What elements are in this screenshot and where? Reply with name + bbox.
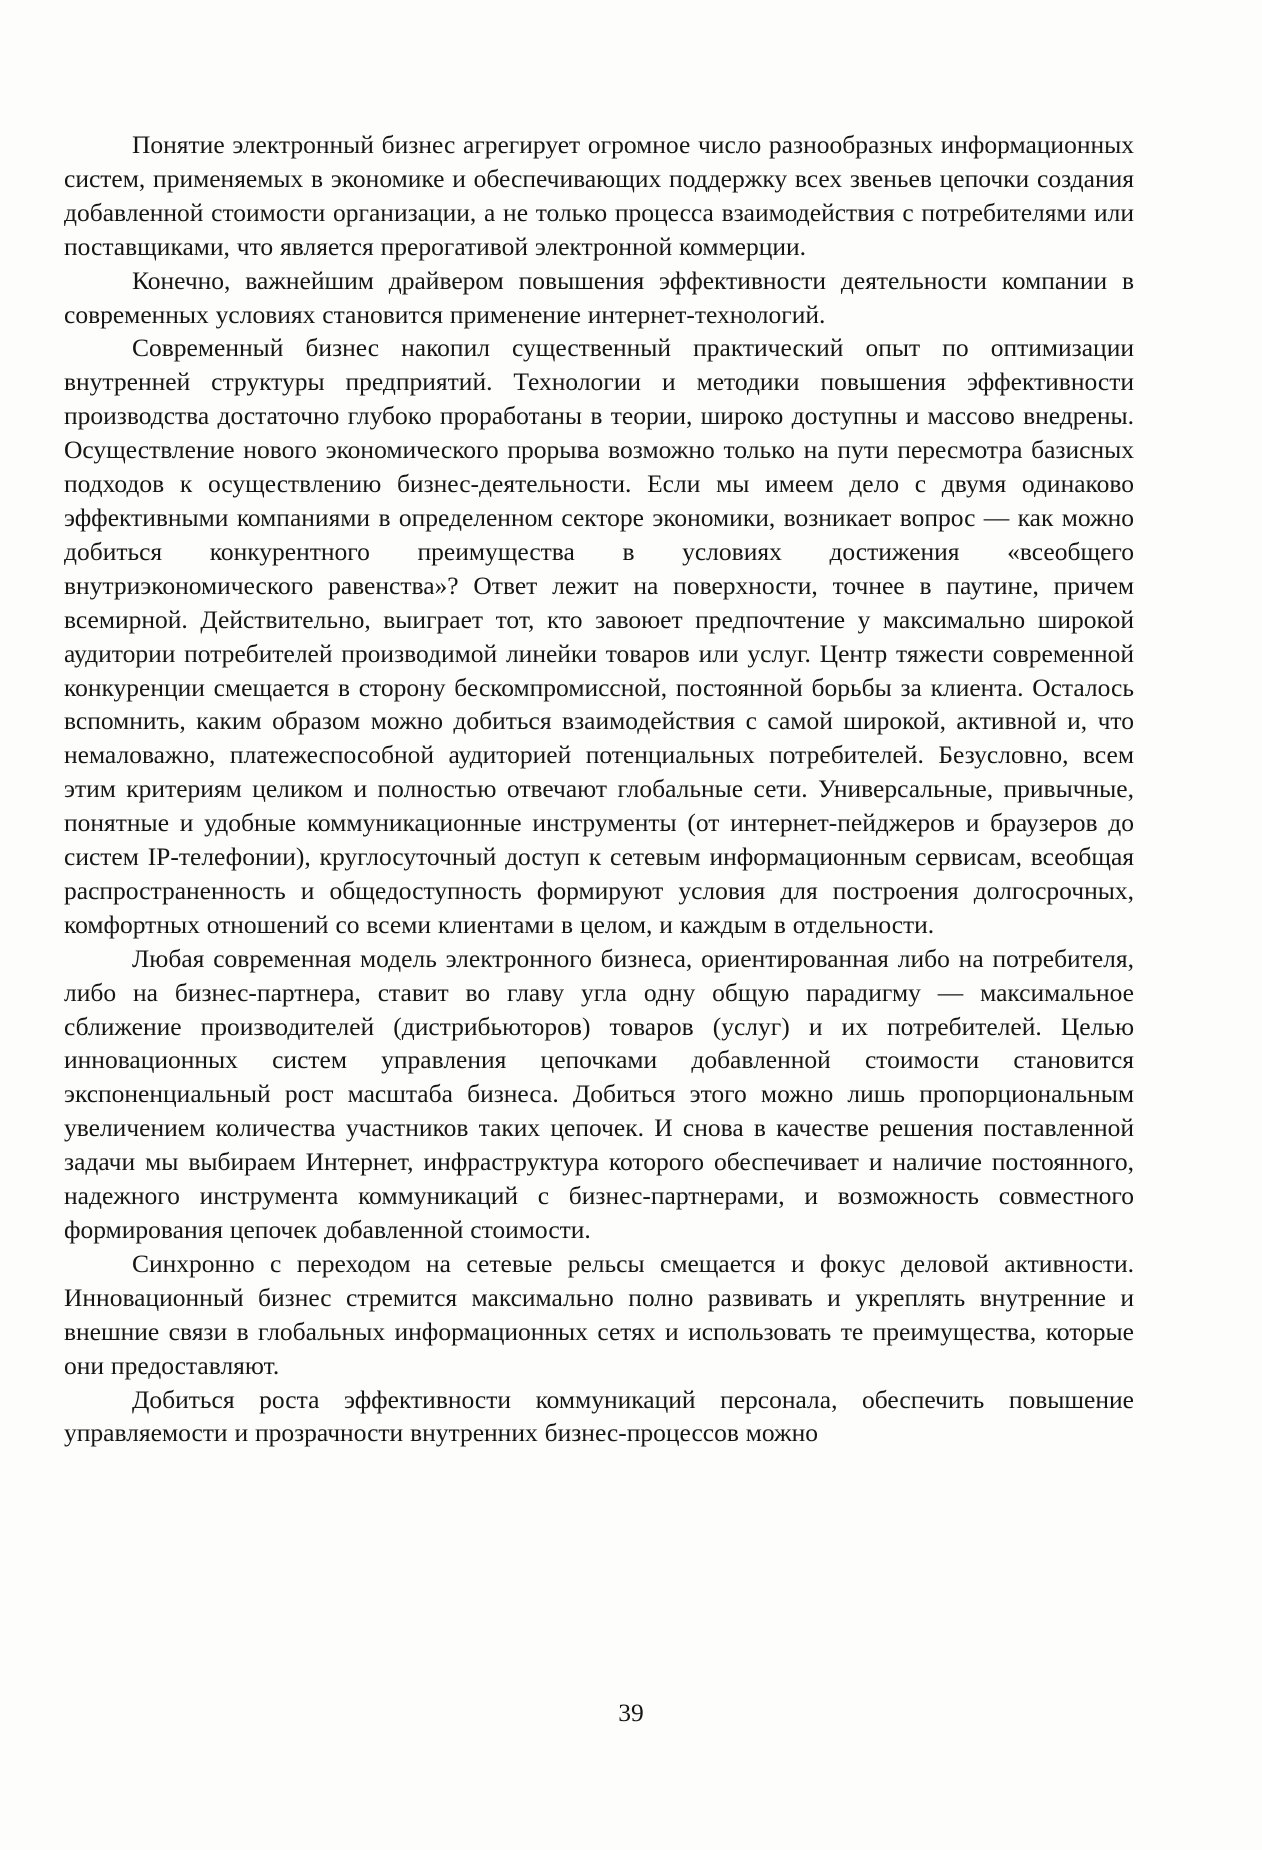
paragraph-1: Понятие электронный бизнес агрегирует огромное число разнообразных информационных систем, применяемых в экономике и обеспечивающих поддержку всех звеньев цепочки создания добавленной стоимости организации, а не только процесса взаимодействия с потребителями или поставщиками, что является прерогативой электронной коммерции. [64,130,1134,261]
paragraph-3: Современный бизнес накопил существенный практический опыт по оптимизации внутренней структуры предприятий. Технологии и методики повышения эффективности производства достаточно глубоко проработаны в теории, широко доступны и массово внедрены. Осуществление нового экономического прорыва возможно только на пути пересмотра базисных подходов к осуществлению бизнес-деятельности. Если мы имеем дело с двумя одинаково эффективными компаниями в определенном секторе экономики, возникает вопрос — как можно добиться конкурентного преимущества в условиях достижения «всеобщего внутриэкономического равенства»? Ответ лежит на поверхности, точнее в паутине, причем всемирной. Действительно, выиграет тот, кто завоюет предпочтение у максимально широкой аудитории потребителей производимой линейки товаров или услуг. Центр тяжести современной конкуренции смещается в сторону бескомпромиссной, постоянной борьбы за клиента. Осталось вспомнить, каким образом можно добиться взаимодействия с самой широкой, активной и, что немаловажно, платежеспособной аудиторией потенциальных потребителей. Безусловно, всем этим критериям целиком и полностью отвечают глобальные сети. Универсальные, привычные, понятные и удобные коммуникационные инструменты (от интернет-пейджеров и браузеров до систем IP-телефонии), круглосуточный доступ к сетевым информационным сервисам, всеобщая распространенность и общедоступность формируют условия для построения долгосрочных, комфортных отношений со всеми клиентами в целом, и каждым в отдельности. [64,333,1134,939]
body-text [64,128,1134,1450]
paragraph-4: Любая современная модель электронного бизнеса, ориентированная либо на потребителя, либо на бизнес-партнера, ставит во главу угла одну общую парадигму — максимальное сближение производителей (дистрибьюторов) товаров (услуг) и их потребителей. Целью инновационных систем управления цепочками добавленной стоимости становится экспоненциальный рост масштаба бизнеса. Добиться этого можно лишь пропорциональным увеличением количества участников таких цепочек. И снова в качестве решения поставленной задачи мы выбираем Интернет, инфраструктура которого обеспечивает и наличие постоянного, надежного инструмента коммуникаций с бизнес-партнерами, и возможность совместного формирования цепочек добавленной стоимости. [64,943,1134,1244]
paragraph-2: Конечно, важнейшим драйвером повышения эффективности деятельности компании в современных условиях становится применение интернет-технологий. [64,265,1134,329]
paragraph-5: Синхронно с переходом на сетевые рельсы смещается и фокус деловой активности. Инновационный бизнес стремится максимально полно развивать и укреплять внутренние и внешние связи в глобальных информационных сетях и использовать те преимущества, которые они предоставляют. [64,1248,1134,1380]
page-number: 39 [618,1698,644,1727]
paragraph-6: Добиться роста эффективности коммуникаций персонала, обеспечить повышение управляемости и прозрачности внутренних бизнес-процессов можно [64,1384,1134,1448]
